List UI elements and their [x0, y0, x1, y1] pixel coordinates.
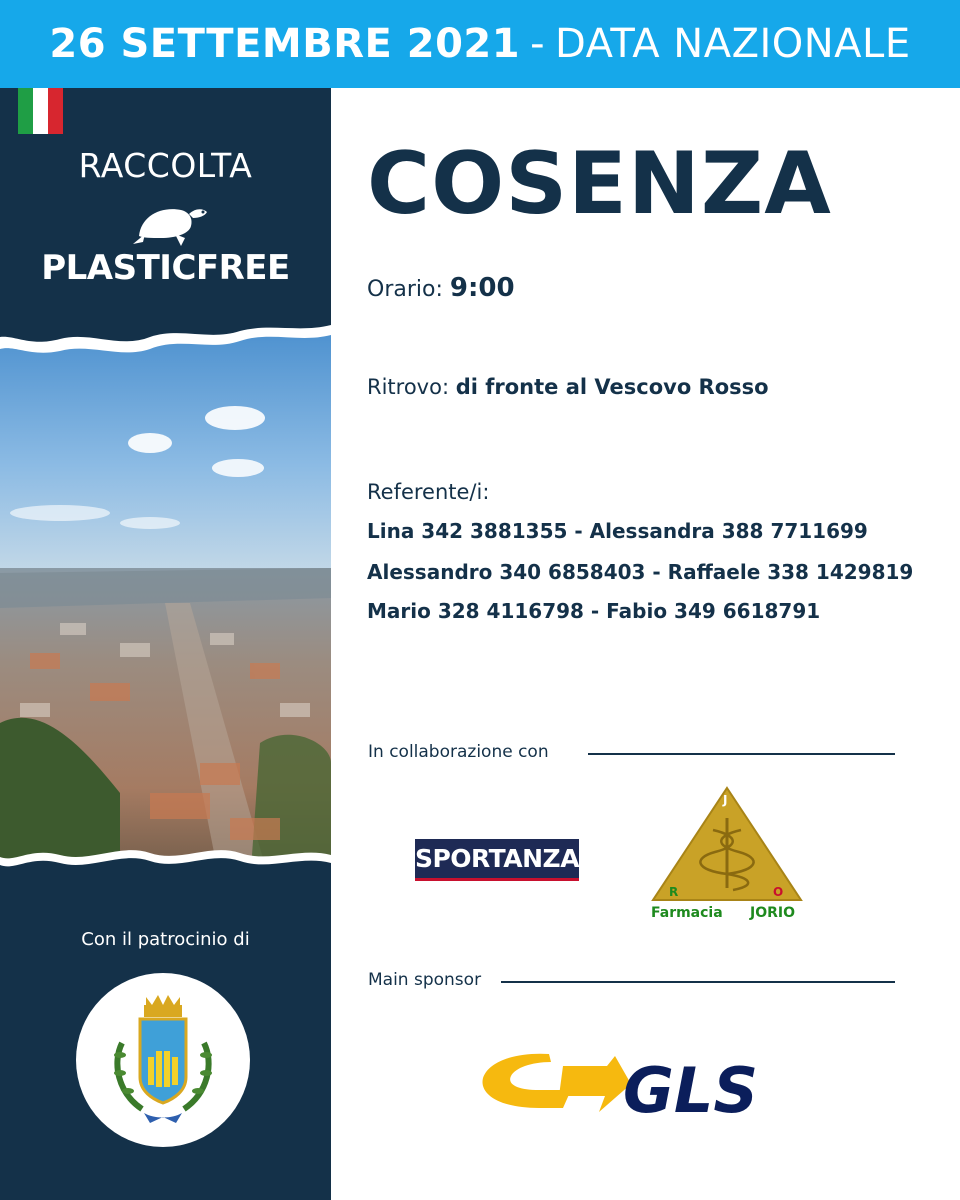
ritrovo-label: Ritrovo:: [367, 375, 450, 399]
italian-flag-icon: [18, 88, 63, 134]
sportanza-logo: SPORTANZA: [415, 839, 579, 881]
header-separator: -: [530, 21, 546, 67]
cosenza-coat-of-arms-icon: [76, 973, 250, 1147]
sponsor-divider: [501, 981, 895, 983]
crest-container: [76, 973, 250, 1147]
gls-logo: [479, 1046, 769, 1130]
event-date: 26 SETTEMBRE 2021: [49, 21, 521, 67]
referente-line: Lina 342 3881355 - Alessandra 388 7711699: [367, 519, 868, 543]
pharmacy-name-right: JORIO: [750, 905, 796, 921]
orario-label: Orario:: [367, 277, 443, 302]
city-title: COSENZA: [367, 134, 832, 234]
pharmacy-name-left: Farmacia: [651, 905, 723, 921]
collaboration-divider: [588, 753, 895, 755]
ritrovo-value: di fronte al Vescovo Rosso: [455, 375, 769, 399]
collaboration-label: In collaborazione con: [368, 742, 549, 762]
orario-row: [367, 273, 515, 303]
city-photo: [0, 323, 331, 887]
orario-value: 9:00: [449, 273, 515, 303]
header-label: DATA NAZIONALE: [555, 21, 911, 67]
referente-line: Mario 328 4116798 - Fabio 349 6618791: [367, 599, 821, 623]
patrocinio-label: Con il patrocinio di: [81, 929, 250, 950]
plasticfree-logo: PLASTICFREE: [41, 248, 290, 288]
event-details: [331, 88, 960, 1200]
ritrovo-row: [367, 375, 769, 399]
pharmacy-letter-o: O: [773, 885, 784, 899]
pharmacy-letter-r: R: [669, 885, 679, 899]
turtle-icon: [131, 198, 211, 252]
farmacia-jorio-logo: [649, 784, 805, 908]
sponsor-label: Main sponsor: [368, 970, 482, 990]
pharmacy-letter-j: J: [723, 793, 728, 807]
gls-wordmark: GLS: [623, 1054, 759, 1126]
raccolta-title: RACCOLTA: [78, 146, 253, 185]
referente-line: Alessandro 340 6858403 - Raffaele 338 1429819: [367, 560, 914, 584]
header-banner: [0, 0, 960, 88]
sidebar: [0, 88, 331, 1200]
referenti-label: Referente/i:: [367, 480, 490, 504]
